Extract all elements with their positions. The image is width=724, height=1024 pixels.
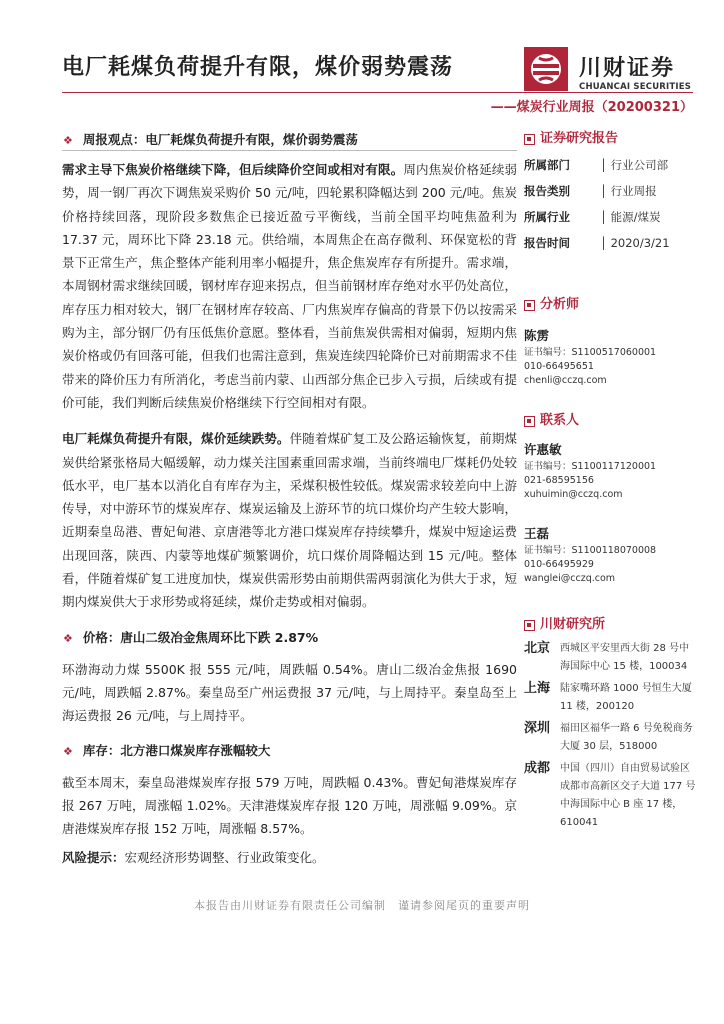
price-heading-label: 价格： [82, 629, 121, 645]
paragraph-coke-lead: 需求主导下焦炭价格继续下降，但后续降价空间或相对有限。 [62, 162, 404, 177]
risk-text: 宏观经济形势调整、行业政策变化。 [124, 850, 325, 866]
logo-mark-icon [523, 46, 569, 92]
square-bullet-icon [524, 134, 535, 145]
office-city: 北京 [524, 641, 551, 656]
office-item [524, 720, 699, 756]
sidebar [524, 130, 699, 836]
info-key: 所属行业 [524, 210, 570, 224]
office-address: 中国（四川）自由贸易试验区成都市高新区交子大道 177 号中海国际中心 B 座 17 楼，610041 [560, 763, 696, 828]
main-content [62, 130, 517, 870]
risk-note [62, 846, 517, 869]
institute-heading [524, 616, 699, 634]
info-row [524, 230, 699, 256]
paragraph-price: 环渤海动力煤 5500K 报 555 元/吨，周跌幅 0.54%。唐山二级冶金焦报 1690 元/吨，周跌幅 2.87%。秦皇岛至广州运费报 37 元/吨，与上周持平。秦皇岛至上海运费报 26 元/吨，与上周持平。 [62, 661, 517, 724]
square-bullet-icon [524, 416, 535, 427]
contact-heading [524, 412, 699, 430]
paragraph-coke-body: 周内焦炭价格延续弱势，周一钢厂再次下调焦炭采购价 50 元/吨，四轮累积降幅达到 200 元/吨。焦炭价格持续回落，现阶段多数焦企已接近盈亏平衡线，当前全国平均吨焦盈利为 17.37 元，周环比下降 23.18 元。供给端，本周焦企在高存微利、环保宽松的背景下正常生产，焦企整体产能利用率小幅提升，焦企焦炭库存有所提升。需求端，本周钢材需求继续回暖，钢材库存迎来拐点，但当前钢材库存绝对水平仍处高位，库存压力相对较大，钢厂在钢材库存较高、厂内焦炭库存偏高的背景下仍以按需采购为主，部分钢厂仍有压低焦价意愿。整体看，当前焦炭供需相对偏弱，短期内焦炭价格或仍有回落可能，但我们也需注意到，焦炭连续四轮降价已对前期需求不佳带来的降价压力有所消化，考虑当前内蒙、山西部分焦企已步入亏损，后续或有提价可能，我们判断后续焦炭价格继续下行空间相对有限。 [62, 162, 517, 410]
stock-heading-label: 库存： [82, 742, 121, 758]
report-title: 电厂耗煤负荷提升有限，煤价弱势震荡 [62, 54, 454, 80]
contact-cert: 证书编号：S1100117120001 [524, 461, 657, 472]
info-value: │ 能源/煤炭 [600, 210, 661, 224]
office-city: 深圳 [524, 721, 551, 736]
info-key: 报告类别 [524, 184, 570, 198]
info-row [524, 152, 699, 178]
analyst-email[interactable]: chenli@cczq.com [524, 375, 607, 386]
logo-en-text: CHUANCAI SECURITIES [579, 82, 692, 92]
paragraph-coal-body: 伴随着煤矿复工及公路运输恢复，前期煤炭供给紧张格局大幅缓解，动力煤关注国素重回需求端，当前终端电厂煤耗仍处较低水平，电厂基本以消化自有库存为主，采煤积极性较低。煤炭需求较差向中上游传导，对中游环节的煤炭库存、煤炭运输及上游环节的坑口煤价均产生较大影响，近期秦皇岛港、曹妃甸港、京唐港等北方港口煤炭库存持续攀升，煤炭中短途运费出现回落，陕西、内蒙等地煤矿频繁调价，坑口煤价周降幅达到 15 元/吨。整体看，伴随着煤矿复工进度加快，煤炭供需形势由前期供需两弱演化为供大于求，短期内煤炭供大于求形势或将延续，煤价走势或相对偏弱。 [62, 431, 517, 610]
risk-label: 风险提示： [62, 850, 125, 866]
contact-phone: 021-68595156 [524, 475, 594, 486]
view-heading-label: 周报观点： [82, 132, 146, 147]
section-divider [62, 150, 517, 151]
analyst-phone: 010-66495651 [524, 361, 594, 372]
contact-card [524, 524, 699, 586]
office-item [524, 760, 699, 832]
info-row [524, 204, 699, 230]
office-address: 福田区福华一路 6 号免税商务大厦 30 层，518000 [560, 723, 693, 752]
office-item [524, 680, 699, 716]
view-heading-text: 电厂耗煤负荷提升有限，煤价弱势震荡 [145, 132, 358, 147]
analyst-cert: 证书编号：S1100517060001 [524, 347, 657, 358]
contact-heading-text: 联系人 [540, 413, 580, 428]
info-row [524, 178, 699, 204]
analyst-heading-text: 分析师 [540, 297, 580, 312]
info-value: │ 2020/3/21 [600, 236, 670, 250]
office-city: 上海 [524, 681, 551, 696]
office-address: 陆家嘴环路 1000 号恒生大厦 11 楼，200120 [560, 683, 692, 712]
institute-heading-text: 川财研究所 [540, 617, 606, 632]
info-key: 所属部门 [524, 158, 570, 172]
contact-email[interactable]: xuhuimin@cczq.com [524, 489, 623, 500]
paragraph-coke [62, 158, 517, 414]
analyst-card [524, 326, 699, 388]
stock-heading-text: 北方港口煤炭库存涨幅较大 [120, 742, 271, 758]
info-value: │ 行业公司部 [600, 158, 669, 172]
price-heading [62, 628, 517, 648]
square-bullet-icon [524, 620, 535, 631]
stock-heading [62, 741, 517, 761]
info-key: 报告时间 [524, 236, 570, 250]
view-heading [62, 130, 517, 150]
info-value: │ 行业周报 [600, 184, 657, 198]
diamond-bullet-icon: ❖ [63, 744, 73, 758]
diamond-bullet-icon: ❖ [63, 134, 73, 147]
paragraph-stock: 截至本周末，秦皇岛港煤炭库存报 579 万吨，周跌幅 0.43%。曹妃甸港煤炭库存报 267 万吨，周涨幅 1.02%。天津港煤炭库存报 120 万吨，周涨幅 9.09%。京唐港煤炭库存报 152 万吨，周涨幅 8.57%。 [62, 774, 517, 837]
report-type-heading-text: 证券研究报告 [540, 131, 619, 146]
office-list [524, 640, 699, 832]
logo-cn-text: 川财证券 [579, 56, 676, 81]
paragraph-coal-lead: 电厂耗煤负荷提升有限，煤价延续跌势。 [62, 431, 290, 447]
header-divider [62, 92, 693, 93]
analyst-heading [524, 296, 699, 314]
contact-card [524, 440, 699, 502]
contact-name: 王磊 [524, 526, 550, 541]
office-item [524, 640, 699, 676]
page-footer: 本报告由川财证券有限责任公司编制 谨请参阅尾页的重要声明 [194, 899, 530, 912]
diamond-bullet-icon: ❖ [63, 631, 73, 645]
analyst-name: 陈雳 [524, 328, 550, 343]
contact-name: 许惠敏 [524, 442, 562, 457]
price-heading-text: 唐山二级冶金焦周环比下跌 2.87% [120, 629, 319, 645]
report-subtitle: ——煤炭行业周报（20200321） [490, 100, 693, 115]
report-type-heading [524, 130, 699, 148]
office-address: 西城区平安里西大街 28 号中海国际中心 15 楼，100034 [560, 643, 690, 672]
paragraph-coal [62, 427, 517, 613]
contact-email[interactable]: wanglei@cczq.com [524, 573, 616, 584]
office-city: 成都 [524, 761, 551, 776]
contact-phone: 010-66495929 [524, 559, 594, 570]
contact-cert: 证书编号：S1100118070008 [524, 545, 657, 556]
square-bullet-icon [524, 300, 535, 311]
report-info [524, 152, 699, 256]
